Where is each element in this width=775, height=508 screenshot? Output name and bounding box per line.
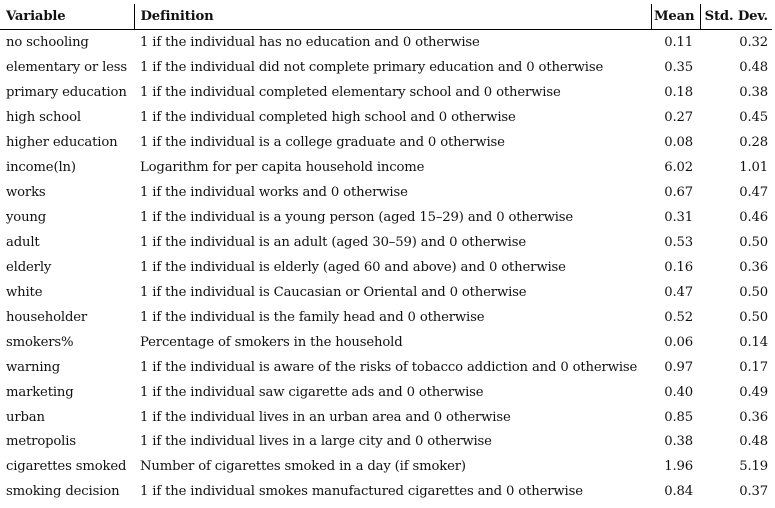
cell-mean: 0.08 [664,134,693,150]
cell-std-dev: 0.48 [739,434,768,450]
cell-definition: 1 if the individual did not complete primary education and 0 otherwise [140,59,604,75]
cell-std-dev: 0.50 [739,284,768,300]
cell-mean: 0.11 [664,34,693,50]
cell-mean: 0.16 [664,259,693,275]
cell-definition: 1 if the individual lives in an urban area and 0 otherwise [140,409,511,425]
cell-mean: 0.38 [664,434,693,450]
cell-std-dev: 0.38 [739,84,768,100]
table-row [0,180,772,205]
cell-variable: high school [6,109,81,125]
cell-definition: Number of cigarettes smoked in a day (if smoker) [140,459,466,475]
cell-variable: white [6,284,43,300]
cell-std-dev: 0.48 [739,59,768,75]
cell-variable: young [6,209,47,225]
cell-mean: 1.96 [664,459,693,475]
cell-variable: householder [6,309,88,325]
cell-std-dev: 0.36 [739,259,768,275]
cell-definition: 1 if the individual is Caucasian or Oriental and 0 otherwise [140,284,527,300]
cell-definition: 1 if the individual smokes manufactured cigarettes and 0 otherwise [140,484,583,500]
table-row [0,355,772,380]
cell-variable: warning [6,359,61,375]
cell-std-dev: 0.47 [739,184,768,200]
cell-variable: primary education [6,84,127,100]
cell-definition: 1 if the individual is elderly (aged 60 and above) and 0 otherwise [140,259,566,275]
cell-definition: 1 if the individual is aware of the risks of tobacco addiction and 0 otherwise [140,359,638,375]
table-row [0,280,772,305]
cell-definition: 1 if the individual is a young person (aged 15–29) and 0 otherwise [140,209,574,225]
cell-variable: elderly [6,259,52,275]
cell-std-dev: 0.14 [739,334,768,350]
cell-mean: 0.53 [664,234,693,250]
cell-variable: cigarettes smoked [6,459,127,475]
cell-variable: smoking decision [6,484,120,500]
table-row [0,230,772,255]
cell-mean: 0.97 [664,359,693,375]
cell-std-dev: 0.50 [739,309,768,325]
table-row [0,330,772,355]
table-row [0,255,772,280]
cell-std-dev: 0.37 [739,484,768,500]
cell-definition: 1 if the individual is a college graduate and 0 otherwise [140,134,505,150]
table-row [0,305,772,330]
variables-definitions-table [0,4,772,504]
cell-variable: no schooling [6,34,89,50]
table-row [0,155,772,180]
table-row [0,430,772,455]
header-mean: Mean [651,4,700,30]
cell-variable: metropolis [6,434,76,450]
cell-mean: 0.40 [664,384,693,400]
cell-mean: 0.35 [664,59,693,75]
table-header [0,4,772,30]
cell-std-dev: 0.28 [739,134,768,150]
cell-mean: 0.06 [664,334,693,350]
cell-mean: 0.85 [664,409,693,425]
cell-std-dev: 0.32 [739,34,768,50]
cell-variable: marketing [6,384,74,400]
cell-definition: 1 if the individual saw cigarette ads and 0 otherwise [140,384,484,400]
table-row [0,130,772,155]
cell-mean: 0.18 [664,84,693,100]
cell-std-dev: 0.17 [739,359,768,375]
table-row [0,205,772,230]
table-row [0,380,772,405]
cell-mean: 0.47 [664,284,693,300]
cell-std-dev: 0.36 [739,409,768,425]
cell-variable: income(ln) [6,159,76,175]
cell-std-dev: 5.19 [739,459,768,475]
header-row [0,4,772,30]
table-row [0,479,772,504]
table-row [0,454,772,479]
cell-std-dev: 0.50 [739,234,768,250]
cell-mean: 0.27 [664,109,693,125]
cell-definition: 1 if the individual lives in a large city and 0 otherwise [140,434,492,450]
cell-mean: 0.31 [664,209,693,225]
cell-variable: higher education [6,134,118,150]
cell-std-dev: 0.45 [739,109,768,125]
table-row [0,105,772,130]
header-variable: Variable [0,4,134,30]
cell-definition: Percentage of smokers in the household [140,334,403,350]
cell-variable: smokers% [6,334,74,350]
cell-definition: 1 if the individual completed high school and 0 otherwise [140,109,516,125]
cell-variable: elementary or less [6,59,128,75]
cell-mean: 0.67 [664,184,693,200]
cell-definition: 1 if the individual has no education and 0 otherwise [140,34,480,50]
cell-std-dev: 0.46 [739,209,768,225]
table-body [0,30,772,505]
cell-definition: 1 if the individual works and 0 otherwise [140,184,408,200]
table-row [0,80,772,105]
cell-std-dev: 0.49 [739,384,768,400]
cell-variable: urban [6,409,45,425]
cell-mean: 6.02 [664,159,693,175]
cell-definition: 1 if the individual is the family head and 0 otherwise [140,309,485,325]
cell-definition: 1 if the individual completed elementary school and 0 otherwise [140,84,561,100]
table-row [0,30,772,55]
cell-std-dev: 1.01 [739,159,768,175]
cell-definition: Logarithm for per capita household income [140,159,425,175]
header-definition: Definition [134,4,651,30]
cell-definition: 1 if the individual is an adult (aged 30–59) and 0 otherwise [140,234,527,250]
cell-mean: 0.84 [664,484,693,500]
table-row [0,55,772,80]
cell-variable: works [6,184,46,200]
header-std-dev: Std. Dev. [700,4,772,30]
cell-variable: adult [6,234,40,250]
table-row [0,405,772,430]
cell-mean: 0.52 [664,309,693,325]
